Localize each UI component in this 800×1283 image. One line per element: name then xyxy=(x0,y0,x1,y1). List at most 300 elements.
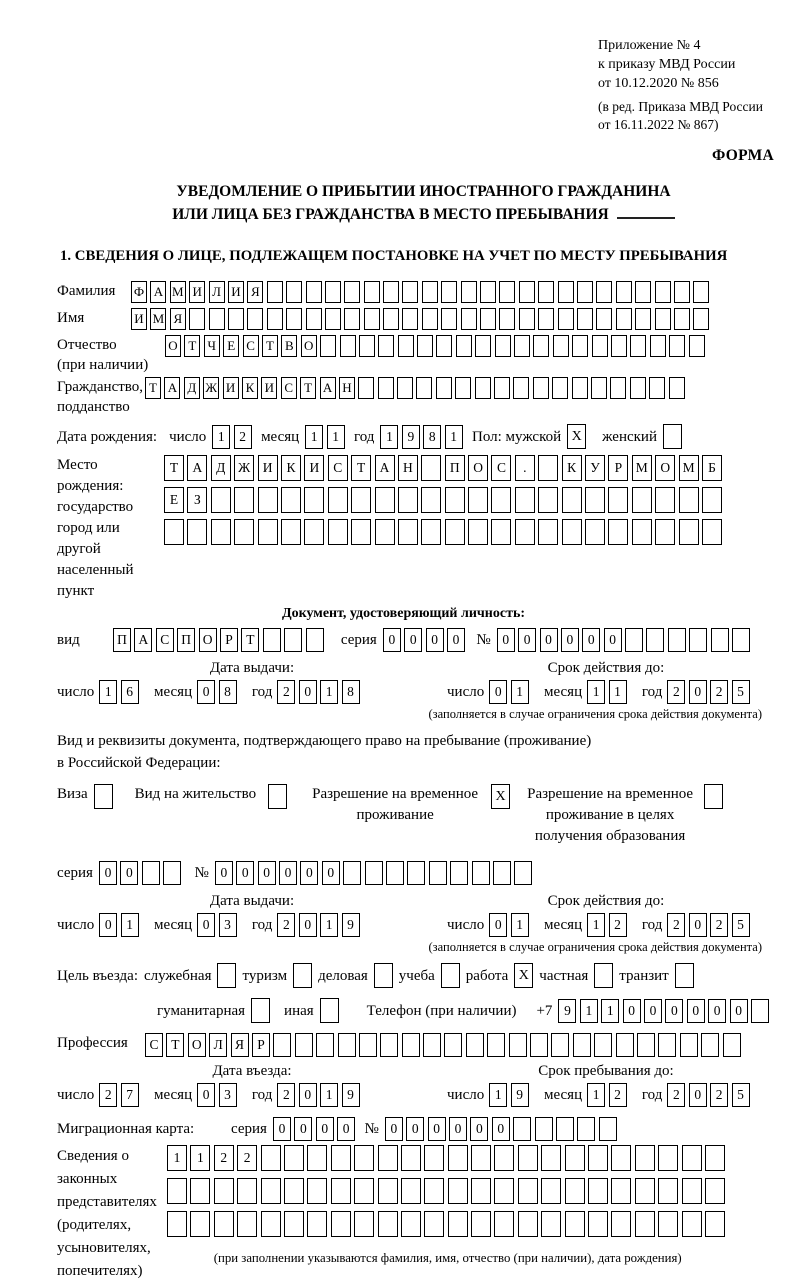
char-cell[interactable] xyxy=(424,1145,444,1171)
char-cell[interactable] xyxy=(445,487,465,513)
char-cell[interactable]: С xyxy=(156,628,174,652)
char-cell[interactable]: 0 xyxy=(406,1117,424,1141)
char-cell[interactable] xyxy=(674,308,690,330)
char-cell[interactable]: 0 xyxy=(385,1117,403,1141)
char-cell[interactable]: 3 xyxy=(219,1083,237,1107)
char-cell[interactable] xyxy=(611,335,627,357)
char-cell[interactable]: 0 xyxy=(497,628,515,652)
char-cell[interactable]: 1 xyxy=(212,425,230,449)
char-cell[interactable]: 0 xyxy=(120,861,138,885)
char-cell[interactable]: 1 xyxy=(587,913,605,937)
char-cell[interactable] xyxy=(494,1211,514,1237)
char-cell[interactable] xyxy=(558,281,574,303)
char-cell[interactable]: Р xyxy=(252,1033,270,1057)
char-cell[interactable] xyxy=(588,1178,608,1204)
char-cell[interactable] xyxy=(358,377,374,399)
char-cell[interactable]: 0 xyxy=(518,628,536,652)
char-cell[interactable] xyxy=(616,308,632,330)
char-cell[interactable] xyxy=(513,1117,531,1141)
char-cell[interactable] xyxy=(588,1145,608,1171)
char-cell[interactable] xyxy=(611,1211,631,1237)
char-cell[interactable] xyxy=(514,335,530,357)
char-cell[interactable] xyxy=(577,281,593,303)
char-cell[interactable] xyxy=(553,335,569,357)
char-cell[interactable] xyxy=(402,281,418,303)
char-cell[interactable] xyxy=(417,335,433,357)
char-cell[interactable] xyxy=(541,1211,561,1237)
char-cell[interactable] xyxy=(354,1178,374,1204)
char-cell[interactable] xyxy=(189,308,205,330)
char-cell[interactable]: 0 xyxy=(404,628,422,652)
char-cell[interactable] xyxy=(674,281,690,303)
char-cell[interactable] xyxy=(689,335,705,357)
char-cell[interactable]: 0 xyxy=(540,628,558,652)
char-cell[interactable] xyxy=(325,281,341,303)
char-cell[interactable]: 5 xyxy=(732,1083,750,1107)
char-cell[interactable]: И xyxy=(131,308,147,330)
char-cell[interactable]: А xyxy=(187,455,207,481)
char-cell[interactable] xyxy=(655,281,671,303)
char-cell[interactable] xyxy=(472,861,490,885)
char-cell[interactable] xyxy=(307,1178,327,1204)
char-cell[interactable]: 0 xyxy=(730,999,748,1023)
male-checkbox[interactable]: X xyxy=(567,424,586,449)
temp-residence-education-checkbox[interactable] xyxy=(704,784,723,809)
char-cell[interactable] xyxy=(306,308,322,330)
char-cell[interactable]: П xyxy=(177,628,195,652)
char-cell[interactable] xyxy=(689,628,707,652)
char-cell[interactable] xyxy=(533,335,549,357)
char-cell[interactable]: 0 xyxy=(383,628,401,652)
char-cell[interactable] xyxy=(421,519,441,545)
char-cell[interactable] xyxy=(258,519,278,545)
char-cell[interactable]: Е xyxy=(223,335,239,357)
char-cell[interactable]: 3 xyxy=(219,913,237,937)
char-cell[interactable] xyxy=(450,861,468,885)
char-cell[interactable]: 1 xyxy=(601,999,619,1023)
char-cell[interactable] xyxy=(635,308,651,330)
char-cell[interactable] xyxy=(702,487,722,513)
char-cell[interactable] xyxy=(344,281,360,303)
char-cell[interactable]: Т xyxy=(262,335,278,357)
char-cell[interactable] xyxy=(422,281,438,303)
char-cell[interactable] xyxy=(338,1033,356,1057)
char-cell[interactable]: 9 xyxy=(342,913,360,937)
char-cell[interactable]: М xyxy=(679,455,699,481)
char-cell[interactable] xyxy=(211,487,231,513)
char-cell[interactable] xyxy=(635,1145,655,1171)
char-cell[interactable]: О xyxy=(199,628,217,652)
char-cell[interactable]: 2 xyxy=(234,425,252,449)
char-cell[interactable]: Ж xyxy=(203,377,219,399)
char-cell[interactable] xyxy=(751,999,769,1023)
char-cell[interactable]: Я xyxy=(231,1033,249,1057)
char-cell[interactable] xyxy=(625,628,643,652)
char-cell[interactable] xyxy=(705,1145,725,1171)
char-cell[interactable] xyxy=(487,1033,505,1057)
char-cell[interactable] xyxy=(407,861,425,885)
char-cell[interactable] xyxy=(491,519,511,545)
char-cell[interactable] xyxy=(541,1145,561,1171)
char-cell[interactable] xyxy=(610,377,626,399)
char-cell[interactable] xyxy=(468,487,488,513)
char-cell[interactable]: М xyxy=(150,308,166,330)
char-cell[interactable]: О xyxy=(165,335,181,357)
char-cell[interactable]: О xyxy=(468,455,488,481)
char-cell[interactable] xyxy=(499,281,515,303)
char-cell[interactable] xyxy=(635,1178,655,1204)
char-cell[interactable] xyxy=(234,519,254,545)
char-cell[interactable] xyxy=(480,281,496,303)
char-cell[interactable]: Д xyxy=(211,455,231,481)
char-cell[interactable]: 0 xyxy=(428,1117,446,1141)
char-cell[interactable] xyxy=(538,281,554,303)
char-cell[interactable]: 0 xyxy=(689,1083,707,1107)
char-cell[interactable]: 2 xyxy=(277,680,295,704)
char-cell[interactable]: 0 xyxy=(299,1083,317,1107)
char-cell[interactable] xyxy=(258,487,278,513)
char-cell[interactable] xyxy=(702,519,722,545)
char-cell[interactable]: 0 xyxy=(279,861,297,885)
char-cell[interactable] xyxy=(655,487,675,513)
char-cell[interactable] xyxy=(421,455,441,481)
char-cell[interactable]: Р xyxy=(220,628,238,652)
char-cell[interactable] xyxy=(515,487,535,513)
char-cell[interactable] xyxy=(448,1145,468,1171)
purpose-tourism-checkbox[interactable] xyxy=(293,963,312,988)
char-cell[interactable] xyxy=(448,1211,468,1237)
char-cell[interactable] xyxy=(495,335,511,357)
char-cell[interactable]: Е xyxy=(164,487,184,513)
char-cell[interactable] xyxy=(187,519,207,545)
char-cell[interactable]: 1 xyxy=(320,1083,338,1107)
char-cell[interactable] xyxy=(585,519,605,545)
char-cell[interactable] xyxy=(494,1178,514,1204)
char-cell[interactable] xyxy=(499,308,515,330)
char-cell[interactable] xyxy=(295,1033,313,1057)
char-cell[interactable]: 1 xyxy=(489,1083,507,1107)
char-cell[interactable] xyxy=(565,1211,585,1237)
char-cell[interactable]: 2 xyxy=(609,913,627,937)
char-cell[interactable] xyxy=(679,487,699,513)
char-cell[interactable]: Ж xyxy=(234,455,254,481)
char-cell[interactable]: 0 xyxy=(299,680,317,704)
char-cell[interactable] xyxy=(398,519,418,545)
char-cell[interactable]: Д xyxy=(184,377,200,399)
char-cell[interactable] xyxy=(167,1178,187,1204)
char-cell[interactable]: Л xyxy=(209,281,225,303)
char-cell[interactable] xyxy=(359,335,375,357)
char-cell[interactable] xyxy=(573,1033,591,1057)
char-cell[interactable]: И xyxy=(261,377,277,399)
char-cell[interactable]: 1 xyxy=(320,680,338,704)
char-cell[interactable]: А xyxy=(150,281,166,303)
char-cell[interactable] xyxy=(436,377,452,399)
char-cell[interactable] xyxy=(401,1145,421,1171)
char-cell[interactable] xyxy=(284,1178,304,1204)
char-cell[interactable] xyxy=(286,281,302,303)
char-cell[interactable] xyxy=(397,377,413,399)
char-cell[interactable] xyxy=(306,628,324,652)
char-cell[interactable] xyxy=(551,1033,569,1057)
char-cell[interactable] xyxy=(398,487,418,513)
char-cell[interactable] xyxy=(592,335,608,357)
char-cell[interactable] xyxy=(655,519,675,545)
char-cell[interactable] xyxy=(307,1145,327,1171)
char-cell[interactable] xyxy=(519,281,535,303)
char-cell[interactable]: 8 xyxy=(423,425,441,449)
char-cell[interactable]: 0 xyxy=(489,680,507,704)
char-cell[interactable] xyxy=(237,1178,257,1204)
char-cell[interactable] xyxy=(444,1033,462,1057)
char-cell[interactable]: 0 xyxy=(197,913,215,937)
char-cell[interactable] xyxy=(680,1033,698,1057)
char-cell[interactable] xyxy=(375,519,395,545)
char-cell[interactable] xyxy=(596,281,612,303)
char-cell[interactable]: 9 xyxy=(402,425,420,449)
char-cell[interactable] xyxy=(190,1178,210,1204)
char-cell[interactable]: 0 xyxy=(687,999,705,1023)
char-cell[interactable]: 2 xyxy=(609,1083,627,1107)
temp-residence-checkbox[interactable]: X xyxy=(491,784,510,809)
char-cell[interactable] xyxy=(247,308,263,330)
char-cell[interactable]: 0 xyxy=(236,861,254,885)
char-cell[interactable]: Т xyxy=(241,628,259,652)
char-cell[interactable] xyxy=(608,487,628,513)
char-cell[interactable] xyxy=(267,281,283,303)
female-checkbox[interactable] xyxy=(663,424,682,449)
char-cell[interactable]: 9 xyxy=(342,1083,360,1107)
char-cell[interactable] xyxy=(351,519,371,545)
char-cell[interactable] xyxy=(646,628,664,652)
char-cell[interactable] xyxy=(383,281,399,303)
char-cell[interactable]: О xyxy=(188,1033,206,1057)
char-cell[interactable]: 0 xyxy=(708,999,726,1023)
char-cell[interactable]: 2 xyxy=(710,913,728,937)
char-cell[interactable]: 0 xyxy=(489,913,507,937)
char-cell[interactable]: 0 xyxy=(322,861,340,885)
char-cell[interactable] xyxy=(679,519,699,545)
char-cell[interactable] xyxy=(328,487,348,513)
char-cell[interactable]: 1 xyxy=(587,680,605,704)
char-cell[interactable]: 1 xyxy=(380,425,398,449)
char-cell[interactable] xyxy=(237,1211,257,1237)
char-cell[interactable]: С xyxy=(243,335,259,357)
char-cell[interactable] xyxy=(649,377,665,399)
char-cell[interactable]: 1 xyxy=(511,680,529,704)
char-cell[interactable] xyxy=(693,281,709,303)
char-cell[interactable] xyxy=(514,861,532,885)
char-cell[interactable]: Р xyxy=(608,455,628,481)
char-cell[interactable]: К xyxy=(562,455,582,481)
char-cell[interactable] xyxy=(468,519,488,545)
char-cell[interactable] xyxy=(494,1145,514,1171)
char-cell[interactable] xyxy=(364,308,380,330)
char-cell[interactable] xyxy=(572,377,588,399)
char-cell[interactable] xyxy=(304,519,324,545)
char-cell[interactable]: Т xyxy=(145,377,161,399)
char-cell[interactable]: 0 xyxy=(337,1117,355,1141)
char-cell[interactable]: Н xyxy=(398,455,418,481)
char-cell[interactable]: Н xyxy=(339,377,355,399)
char-cell[interactable]: М xyxy=(170,281,186,303)
char-cell[interactable] xyxy=(445,519,465,545)
char-cell[interactable]: Я xyxy=(247,281,263,303)
char-cell[interactable]: 1 xyxy=(511,913,529,937)
char-cell[interactable] xyxy=(378,1211,398,1237)
char-cell[interactable] xyxy=(365,861,383,885)
char-cell[interactable] xyxy=(378,335,394,357)
char-cell[interactable] xyxy=(402,1033,420,1057)
char-cell[interactable]: Л xyxy=(209,1033,227,1057)
char-cell[interactable]: 5 xyxy=(732,913,750,937)
char-cell[interactable]: 0 xyxy=(582,628,600,652)
char-cell[interactable] xyxy=(594,1033,612,1057)
char-cell[interactable] xyxy=(456,335,472,357)
char-cell[interactable]: И xyxy=(228,281,244,303)
char-cell[interactable] xyxy=(630,377,646,399)
char-cell[interactable]: 0 xyxy=(604,628,622,652)
char-cell[interactable] xyxy=(693,308,709,330)
char-cell[interactable] xyxy=(190,1211,210,1237)
char-cell[interactable] xyxy=(572,335,588,357)
char-cell[interactable] xyxy=(518,1211,538,1237)
char-cell[interactable]: 0 xyxy=(689,913,707,937)
purpose-business-checkbox[interactable] xyxy=(374,963,393,988)
char-cell[interactable] xyxy=(723,1033,741,1057)
char-cell[interactable]: 2 xyxy=(710,1083,728,1107)
char-cell[interactable]: 0 xyxy=(197,1083,215,1107)
char-cell[interactable] xyxy=(518,1178,538,1204)
char-cell[interactable] xyxy=(541,1178,561,1204)
char-cell[interactable] xyxy=(461,281,477,303)
char-cell[interactable] xyxy=(340,335,356,357)
char-cell[interactable] xyxy=(471,1178,491,1204)
char-cell[interactable] xyxy=(331,1178,351,1204)
char-cell[interactable] xyxy=(562,519,582,545)
char-cell[interactable] xyxy=(359,1033,377,1057)
char-cell[interactable] xyxy=(307,1211,327,1237)
char-cell[interactable] xyxy=(416,377,432,399)
char-cell[interactable] xyxy=(596,308,612,330)
char-cell[interactable] xyxy=(424,1178,444,1204)
char-cell[interactable]: 2 xyxy=(667,913,685,937)
char-cell[interactable] xyxy=(261,1145,281,1171)
purpose-study-checkbox[interactable] xyxy=(441,963,460,988)
char-cell[interactable] xyxy=(591,377,607,399)
char-cell[interactable]: 0 xyxy=(215,861,233,885)
char-cell[interactable]: Я xyxy=(170,308,186,330)
char-cell[interactable]: 9 xyxy=(511,1083,529,1107)
char-cell[interactable] xyxy=(461,308,477,330)
char-cell[interactable] xyxy=(466,1033,484,1057)
char-cell[interactable]: П xyxy=(113,628,131,652)
char-cell[interactable] xyxy=(630,335,646,357)
char-cell[interactable] xyxy=(273,1033,291,1057)
char-cell[interactable] xyxy=(281,519,301,545)
char-cell[interactable] xyxy=(632,519,652,545)
char-cell[interactable] xyxy=(328,519,348,545)
char-cell[interactable]: Б xyxy=(702,455,722,481)
char-cell[interactable] xyxy=(475,377,491,399)
char-cell[interactable]: О xyxy=(655,455,675,481)
char-cell[interactable]: С xyxy=(281,377,297,399)
char-cell[interactable]: 1 xyxy=(167,1145,187,1171)
char-cell[interactable]: С xyxy=(328,455,348,481)
char-cell[interactable] xyxy=(682,1145,702,1171)
char-cell[interactable] xyxy=(616,1033,634,1057)
char-cell[interactable] xyxy=(306,281,322,303)
char-cell[interactable]: 2 xyxy=(710,680,728,704)
char-cell[interactable]: 0 xyxy=(99,861,117,885)
char-cell[interactable] xyxy=(261,1178,281,1204)
char-cell[interactable] xyxy=(475,335,491,357)
char-cell[interactable] xyxy=(424,1211,444,1237)
char-cell[interactable] xyxy=(422,308,438,330)
char-cell[interactable] xyxy=(304,487,324,513)
char-cell[interactable]: 8 xyxy=(219,680,237,704)
char-cell[interactable]: З xyxy=(187,487,207,513)
char-cell[interactable]: А xyxy=(164,377,180,399)
char-cell[interactable] xyxy=(286,308,302,330)
char-cell[interactable]: И xyxy=(304,455,324,481)
char-cell[interactable] xyxy=(436,335,452,357)
char-cell[interactable]: 5 xyxy=(732,680,750,704)
char-cell[interactable]: 2 xyxy=(237,1145,257,1171)
char-cell[interactable] xyxy=(518,1145,538,1171)
char-cell[interactable]: А xyxy=(375,455,395,481)
char-cell[interactable]: 0 xyxy=(665,999,683,1023)
char-cell[interactable]: П xyxy=(445,455,465,481)
char-cell[interactable]: Ч xyxy=(204,335,220,357)
char-cell[interactable] xyxy=(209,308,225,330)
char-cell[interactable]: 6 xyxy=(121,680,139,704)
char-cell[interactable] xyxy=(344,308,360,330)
char-cell[interactable]: 1 xyxy=(320,913,338,937)
char-cell[interactable] xyxy=(491,487,511,513)
char-cell[interactable] xyxy=(562,487,582,513)
char-cell[interactable]: 0 xyxy=(492,1117,510,1141)
char-cell[interactable] xyxy=(284,1211,304,1237)
char-cell[interactable]: 0 xyxy=(426,628,444,652)
char-cell[interactable]: Ф xyxy=(131,281,147,303)
char-cell[interactable] xyxy=(682,1178,702,1204)
purpose-transit-checkbox[interactable] xyxy=(675,963,694,988)
char-cell[interactable] xyxy=(682,1211,702,1237)
char-cell[interactable] xyxy=(380,1033,398,1057)
char-cell[interactable] xyxy=(599,1117,617,1141)
char-cell[interactable]: 1 xyxy=(609,680,627,704)
char-cell[interactable] xyxy=(519,308,535,330)
char-cell[interactable]: 2 xyxy=(667,1083,685,1107)
char-cell[interactable]: И xyxy=(189,281,205,303)
char-cell[interactable] xyxy=(267,308,283,330)
char-cell[interactable]: 0 xyxy=(197,680,215,704)
char-cell[interactable]: В xyxy=(281,335,297,357)
char-cell[interactable] xyxy=(471,1145,491,1171)
char-cell[interactable]: 0 xyxy=(644,999,662,1023)
char-cell[interactable] xyxy=(164,519,184,545)
char-cell[interactable]: 0 xyxy=(447,628,465,652)
char-cell[interactable] xyxy=(669,335,685,357)
char-cell[interactable] xyxy=(351,487,371,513)
char-cell[interactable]: 8 xyxy=(342,680,360,704)
char-cell[interactable]: А xyxy=(134,628,152,652)
char-cell[interactable] xyxy=(650,335,666,357)
purpose-other-checkbox[interactable] xyxy=(320,998,339,1023)
char-cell[interactable] xyxy=(401,1178,421,1204)
char-cell[interactable]: 1 xyxy=(121,913,139,937)
